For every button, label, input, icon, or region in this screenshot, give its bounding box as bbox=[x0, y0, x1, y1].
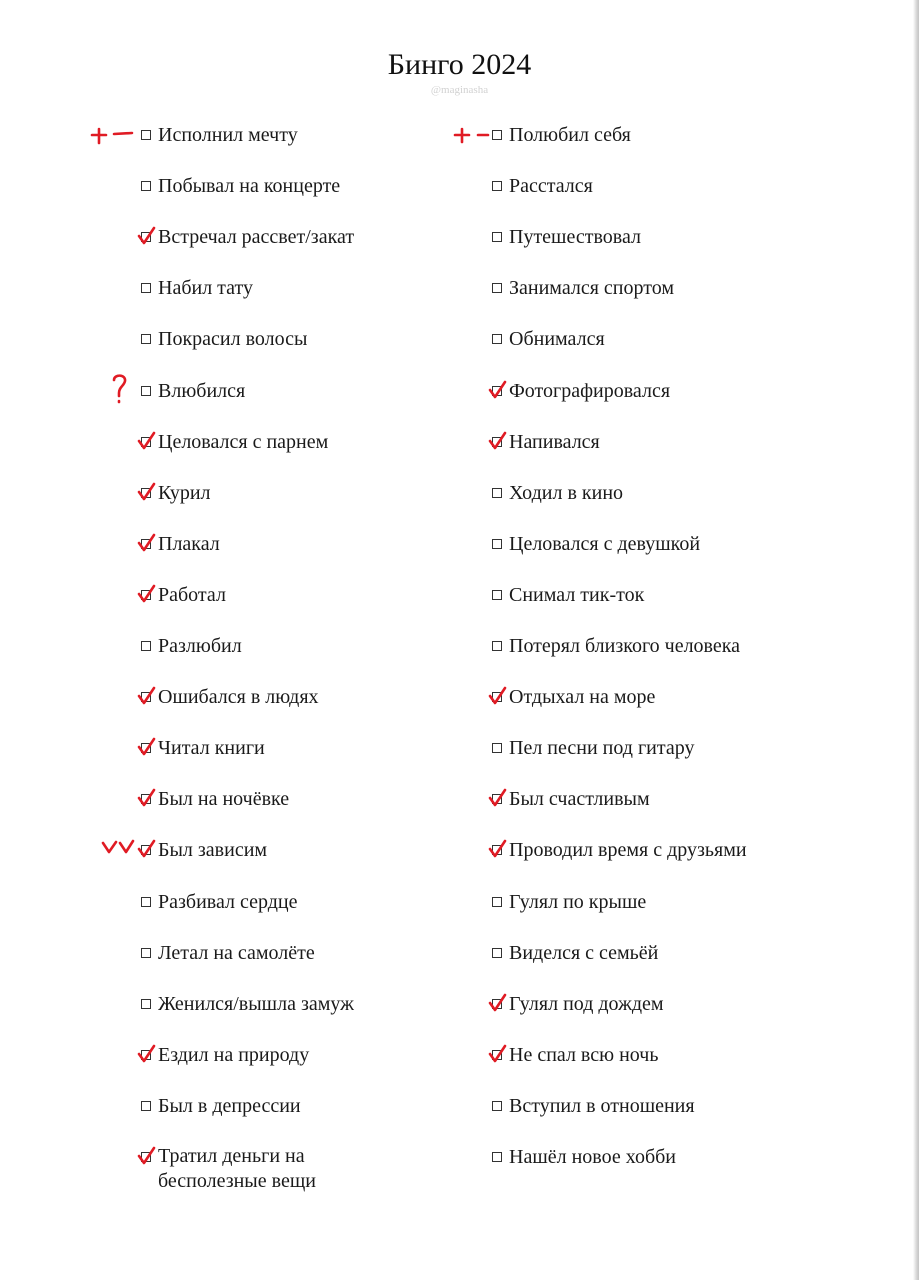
bingo-item-label: Исполнил мечту bbox=[158, 124, 298, 146]
bingo-item[interactable] bbox=[492, 531, 812, 559]
bingo-item[interactable] bbox=[492, 1093, 812, 1121]
bingo-item[interactable] bbox=[492, 889, 812, 917]
bingo-item-label: Влюбился bbox=[158, 380, 246, 402]
red-check-mark-icon bbox=[487, 991, 509, 1015]
bingo-item-label: Вступил в отношения bbox=[509, 1095, 695, 1117]
bingo-item[interactable] bbox=[492, 429, 812, 457]
checkbox[interactable] bbox=[492, 130, 502, 140]
bingo-item[interactable] bbox=[492, 837, 812, 865]
bingo-item-label: Фотографировался bbox=[509, 380, 671, 402]
bingo-item-label: Не спал всю ночь bbox=[509, 1044, 659, 1066]
bingo-item-label: Целовался с девушкой bbox=[509, 533, 701, 555]
bingo-item-label: Гулял по крыше bbox=[509, 891, 647, 913]
bingo-item[interactable] bbox=[492, 1042, 812, 1070]
bingo-item-label: Занимался спортом bbox=[509, 277, 674, 299]
bingo-item[interactable] bbox=[492, 480, 812, 508]
bingo-item-label: Встречал рассвет/закат bbox=[158, 226, 355, 248]
bingo-item[interactable] bbox=[492, 582, 812, 610]
bingo-item-label: Нашёл новое хобби bbox=[509, 1146, 677, 1168]
bingo-item[interactable] bbox=[492, 633, 812, 661]
bingo-item[interactable] bbox=[492, 684, 812, 712]
bingo-item-label: Расстался bbox=[509, 175, 593, 197]
bingo-item[interactable] bbox=[492, 378, 812, 406]
bingo-item[interactable] bbox=[492, 1144, 812, 1172]
watermark: @maginasha bbox=[430, 84, 489, 96]
bingo-item-label: Проводил время с друзьями bbox=[509, 839, 747, 861]
bingo-item[interactable] bbox=[492, 326, 812, 354]
checkbox[interactable] bbox=[492, 948, 502, 958]
bingo-item-label: Набил тату bbox=[158, 277, 253, 299]
bingo-item-label: Разлюбил bbox=[158, 635, 242, 657]
bingo-item-label: Путешествовал bbox=[509, 226, 641, 248]
red-check-mark-icon bbox=[487, 837, 509, 861]
checkbox[interactable] bbox=[492, 334, 502, 344]
checkbox[interactable] bbox=[492, 181, 502, 191]
bingo-item[interactable] bbox=[492, 786, 812, 814]
checkbox[interactable] bbox=[492, 283, 502, 293]
bingo-item-label: Пел песни под гитару bbox=[509, 737, 695, 759]
bingo-item-label: Обнимался bbox=[509, 328, 605, 350]
bingo-item[interactable] bbox=[492, 275, 812, 303]
bingo-item-label: Целовался с парнем bbox=[158, 431, 329, 453]
bingo-item[interactable] bbox=[492, 940, 812, 968]
bingo-item-label: Снимал тик-ток bbox=[509, 584, 645, 606]
checkbox[interactable] bbox=[492, 1152, 502, 1162]
bingo-item-label: Потерял близкого человека bbox=[509, 635, 741, 657]
red-check-mark-icon bbox=[487, 786, 509, 810]
bingo-item-label: Покрасил волосы bbox=[158, 328, 308, 350]
bingo-item-label: Был в депрессии bbox=[158, 1095, 301, 1117]
bingo-item-label: Работал bbox=[158, 584, 226, 606]
bingo-item-label: Гулял под дождем bbox=[509, 993, 664, 1015]
plus-minus-note-left bbox=[88, 124, 136, 146]
bingo-item-label: Читал книги bbox=[158, 737, 265, 759]
red-check-mark-icon bbox=[487, 1042, 509, 1066]
plus-minus-note-right bbox=[452, 124, 492, 146]
bingo-item-label: Разбивал сердце bbox=[158, 891, 298, 913]
question-mark-note bbox=[110, 372, 130, 406]
checkbox[interactable] bbox=[492, 488, 502, 498]
bingo-item-label: Плакал bbox=[158, 533, 220, 555]
red-check-mark-icon bbox=[487, 684, 509, 708]
checkbox[interactable] bbox=[492, 539, 502, 549]
bingo-item-label: Напивался bbox=[509, 431, 600, 453]
bingo-item[interactable] bbox=[492, 122, 812, 150]
bingo-item-label: Побывал на концерте bbox=[158, 175, 341, 197]
checkbox[interactable] bbox=[492, 897, 502, 907]
bingo-item-label: Был счастливым bbox=[509, 788, 650, 810]
bingo-item[interactable] bbox=[492, 735, 812, 763]
bingo-item-label: Ездил на природу bbox=[158, 1044, 310, 1066]
bingo-item-label: Тратил деньги на бесполезные вещи bbox=[158, 1145, 316, 1192]
red-check-mark-icon bbox=[487, 429, 509, 453]
bingo-item-label: Летал на самолёте bbox=[158, 942, 315, 964]
bingo-item-label: Курил bbox=[158, 482, 211, 504]
bingo-item-label: Был на ночёвке bbox=[158, 788, 290, 810]
bingo-item[interactable] bbox=[492, 991, 812, 1019]
checkbox[interactable] bbox=[492, 232, 502, 242]
page-title: Бинго 2024 bbox=[387, 48, 532, 81]
checkbox[interactable] bbox=[492, 1101, 502, 1111]
checkbox[interactable] bbox=[492, 743, 502, 753]
checkbox[interactable] bbox=[492, 641, 502, 651]
bingo-item-label: Ходил в кино bbox=[509, 482, 624, 504]
bingo-item-label: Отдыхал на море bbox=[509, 686, 656, 708]
red-check-mark-icon bbox=[487, 378, 509, 402]
checkbox[interactable] bbox=[492, 590, 502, 600]
bingo-item-label: Был зависим bbox=[158, 839, 268, 861]
bingo-item-label: Виделся с семьёй bbox=[509, 942, 659, 964]
bingo-item-label: Женился/вышла замуж bbox=[158, 993, 354, 1015]
bingo-item-label: Ошибался в людях bbox=[158, 686, 319, 708]
bingo-item[interactable] bbox=[492, 224, 812, 252]
double-check-note bbox=[100, 836, 140, 858]
bingo-item[interactable] bbox=[492, 173, 812, 201]
bingo-item-label: Полюбил себя bbox=[509, 124, 631, 146]
